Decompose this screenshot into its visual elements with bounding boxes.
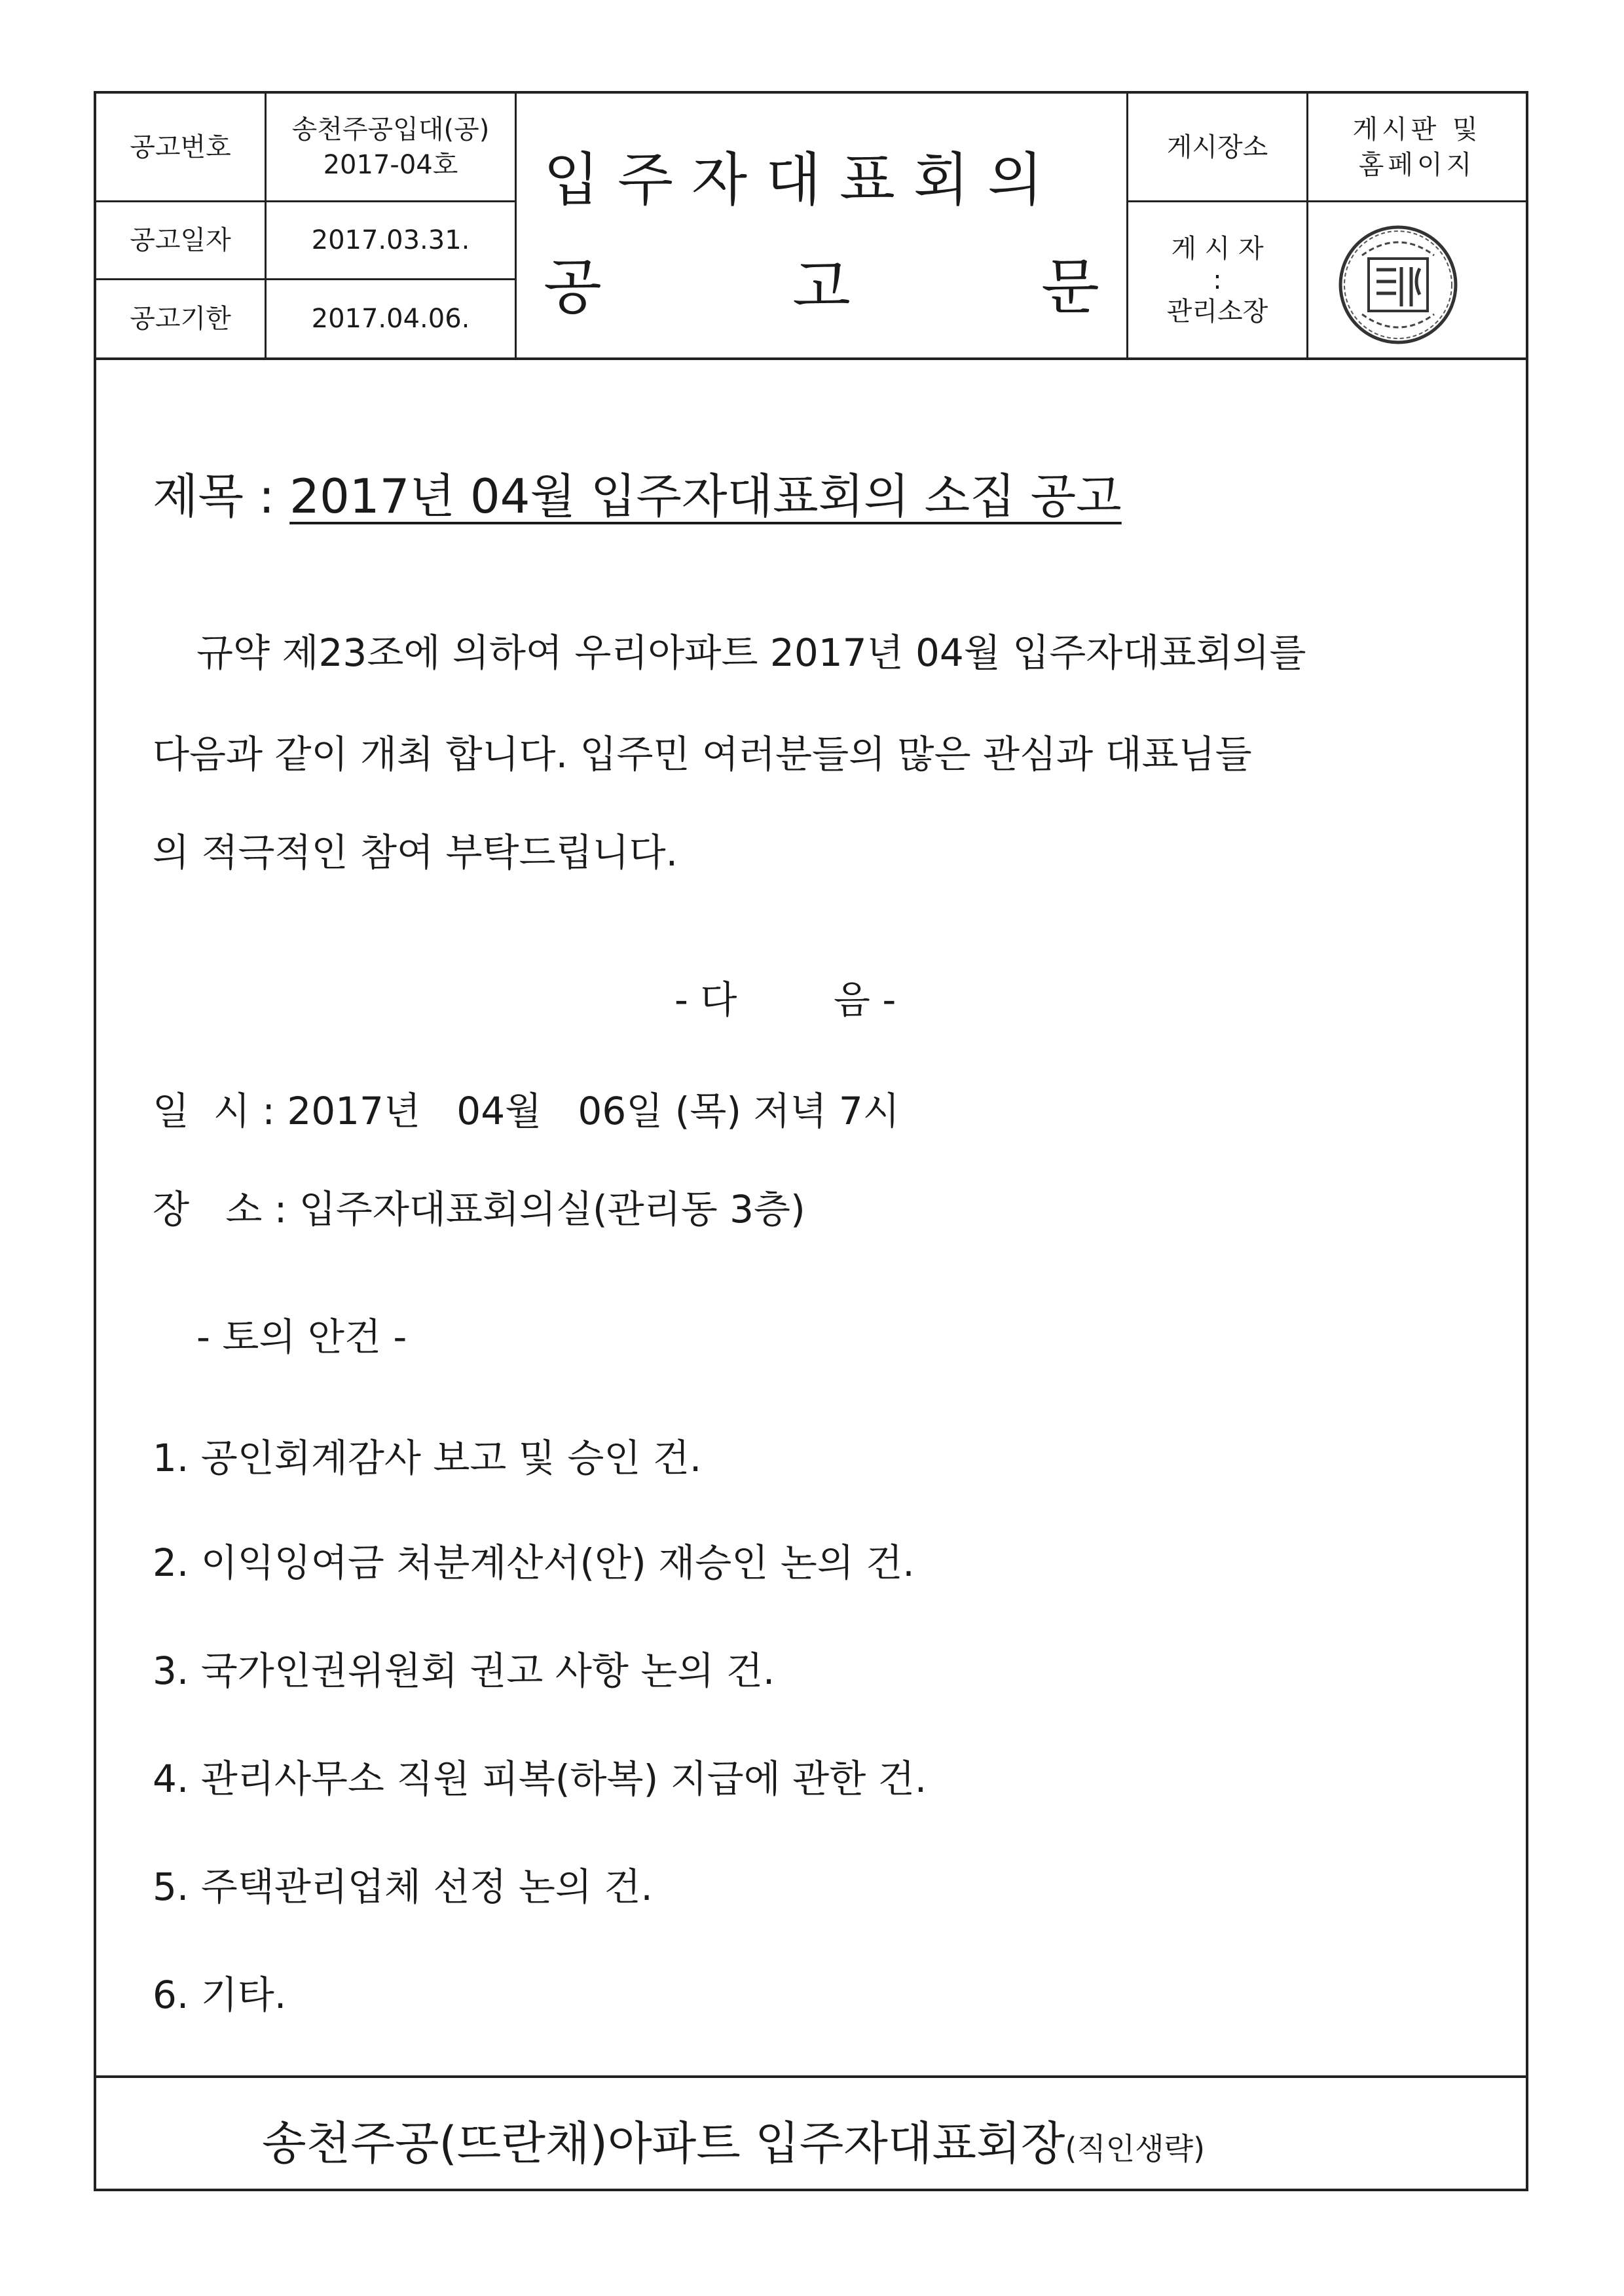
post-place-value-line2: 홈페이지 xyxy=(1358,149,1476,180)
intro-line3: 의 적극적인 참여 부탁드립니다. xyxy=(153,830,678,875)
notice-deadline-label: 공고기한 xyxy=(130,304,231,334)
poster-label-line3: 관리소장 xyxy=(1166,296,1268,327)
doc-title-line2-c: 문 xyxy=(1041,252,1099,322)
subject-prefix: 제목 : xyxy=(153,469,290,524)
below-heading: - 다 음 - xyxy=(674,977,896,1022)
notice-no-value xyxy=(267,94,515,200)
notice-no-value-line2: 2017-04호 xyxy=(323,149,458,180)
post-place-label: 게시장소 xyxy=(1166,132,1268,162)
poster-label-line2: : xyxy=(1213,264,1222,295)
post-place-value xyxy=(1308,94,1526,200)
agenda-item: 5. 주택관리업체 선정 논의 건. xyxy=(153,1865,653,1909)
footer-note: (직인생략) xyxy=(1065,2131,1206,2166)
poster-label xyxy=(1128,202,1306,357)
agenda-heading: - 토의 안건 - xyxy=(196,1315,407,1359)
post-place-value-line1: 게시판 및 xyxy=(1352,114,1482,145)
doc-title-line2-b: 고 xyxy=(792,252,851,322)
notice-no-value-line1: 송천주공입대(공) xyxy=(291,114,490,145)
notice-deadline-value: 2017.04.06. xyxy=(311,304,470,334)
header-divider-2 xyxy=(515,91,517,359)
subject-text: 2017년 04월 입주자대표회의 소집 공고 xyxy=(289,469,1122,524)
notice-no-label: 공고번호 xyxy=(130,132,231,162)
agenda-item: 2. 이익잉여금 처분계산서(안) 재승인 논의 건. xyxy=(153,1540,915,1585)
subject-line xyxy=(153,458,1122,526)
agenda-item: 1. 공인회계감사 보고 및 승인 건. xyxy=(153,1436,702,1480)
agenda-item: 3. 국가인권위원회 권고 사항 논의 건. xyxy=(153,1649,775,1693)
footer-signature xyxy=(262,2107,1205,2173)
doc-title-line1: 입 주 자 대 표 회 의 xyxy=(544,146,1043,213)
schedule-place: 장 소 : 입주자대표회의실(관리동 3층) xyxy=(153,1187,805,1231)
doc-title-line2-a: 공 xyxy=(544,252,602,322)
footer-main: 송천주공(뜨란채)아파트 입주자대표회장 xyxy=(262,2117,1065,2170)
schedule-datetime: 일 시 : 2017년 04월 06일 (목) 저녁 7시 xyxy=(153,1089,900,1133)
header-bottom-line xyxy=(94,357,1528,360)
notice-date-label: 공고일자 xyxy=(130,225,231,255)
intro-line1: 규약 제23조에 의하여 우리아파트 2017년 04월 입주자대표회의를 xyxy=(196,630,1306,675)
poster-label-line1: 게 시 자 xyxy=(1171,233,1264,264)
official-seal-icon xyxy=(1336,223,1460,347)
intro-line2: 다음과 같이 개최 합니다. 입주민 여러분들의 많은 관심과 대표님들 xyxy=(153,732,1252,776)
notice-date-value: 2017.03.31. xyxy=(311,225,470,255)
footer-separator xyxy=(94,2075,1528,2078)
agenda-item: 4. 관리사무소 직원 피복(하복) 지급에 관한 건. xyxy=(153,1757,927,1801)
agenda-item: 6. 기타. xyxy=(153,1973,287,2017)
